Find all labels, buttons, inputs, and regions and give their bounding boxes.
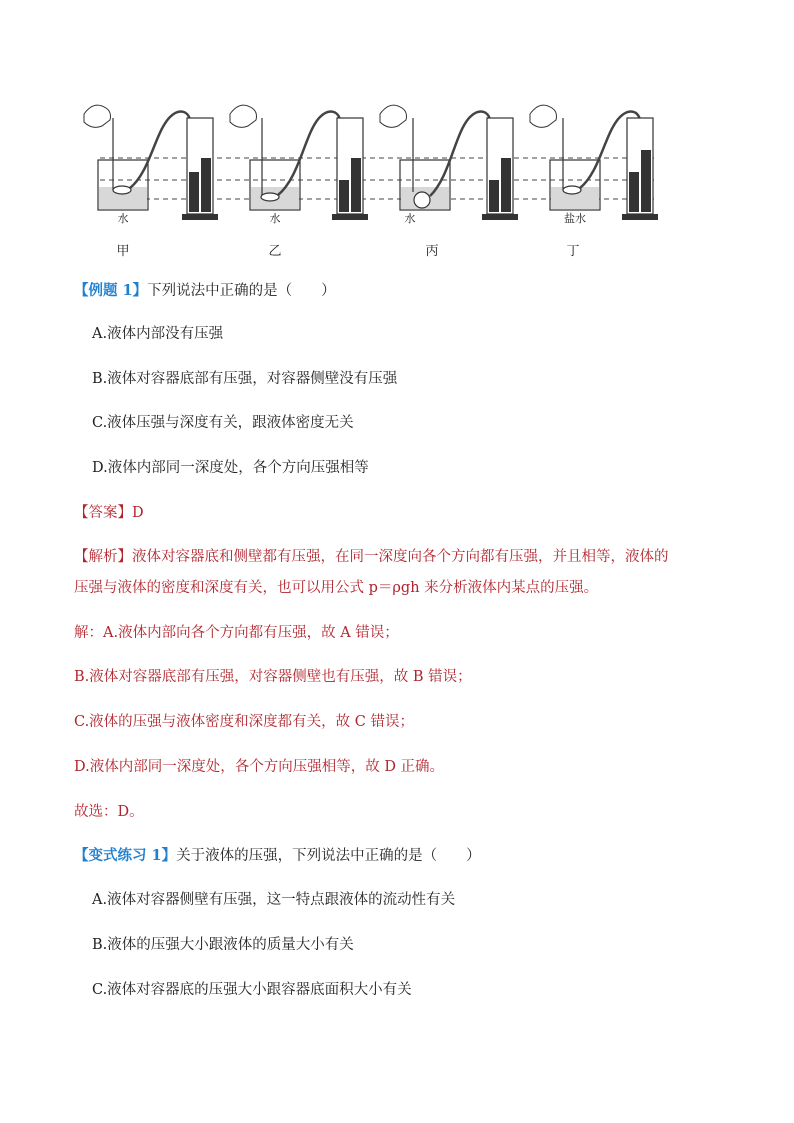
practice1-question	[74, 845, 481, 867]
example1-option-a: A.液体内部没有压强	[92, 326, 224, 342]
liquid-label-jia: 水	[117, 212, 129, 225]
example1-option-c: C.液体压强与深度有关，跟液体密度无关	[92, 415, 354, 431]
solution-line-c: C.液体的压强与液体密度和深度都有关，故 C 错误；	[74, 714, 414, 730]
experiment-ding	[530, 105, 658, 220]
caption-bing: 丙	[425, 244, 439, 259]
example1-tag: 【例题 1】	[74, 282, 148, 299]
practice1-option-b: B.液体的压强大小跟液体的质量大小有关	[92, 937, 354, 953]
example1-question	[74, 280, 336, 302]
example1-analysis-line1	[74, 546, 669, 568]
analysis-text-1: 液体对容器底和侧壁都有压强，在同一深度向各个方向都有压强，并且相等，液体的	[132, 549, 669, 565]
solution-choose: 故选：D。	[74, 804, 144, 820]
practice1-option-a: A.液体对容器侧壁有压强，这一特点跟液体的流动性有关	[92, 892, 456, 908]
answer-tag: 【答案】	[74, 505, 132, 521]
analysis-tag: 【解析】	[74, 549, 132, 565]
practice1-question-text: 关于液体的压强，下列说法中正确的是（ ）	[176, 848, 481, 864]
liquid-label-yi: 水	[269, 212, 281, 225]
example1-option-b: B.液体对容器底部有压强，对容器侧壁没有压强	[92, 371, 398, 387]
caption-yi: 乙	[268, 244, 282, 259]
caption-ding: 丁	[566, 244, 580, 259]
example1-answer	[74, 502, 144, 524]
example1-option-d: D.液体内部同一深度处，各个方向压强相等	[92, 460, 369, 476]
example1-analysis-line2: 压强与液体的密度和深度有关，也可以用公式 p＝ρgh 来分析液体内某点的压强。	[74, 580, 599, 596]
pressure-experiment-figure	[70, 92, 670, 267]
solution-line-b: B.液体对容器底部有压强，对容器侧壁也有压强，故 B 错误；	[74, 669, 472, 685]
experiment-bing	[380, 105, 518, 220]
solution-line-a: 解：A.液体内部向各个方向都有压强，故 A 错误；	[74, 625, 399, 641]
practice1-tag: 【变式练习 1】	[74, 847, 177, 864]
caption-jia: 甲	[116, 244, 130, 259]
experiment-jia	[84, 105, 218, 220]
experiment-yi	[230, 105, 368, 220]
solution-line-d: D.液体内部同一深度处，各个方向压强相等，故 D 正确。	[74, 759, 445, 775]
practice1-option-c: C.液体对容器底的压强大小跟容器底面积大小有关	[92, 982, 412, 998]
example1-question-text: 下列说法中正确的是（ ）	[147, 283, 336, 299]
liquid-label-ding: 盐水	[564, 212, 586, 225]
answer-value: D	[132, 505, 144, 521]
liquid-label-bing: 水	[404, 212, 416, 225]
